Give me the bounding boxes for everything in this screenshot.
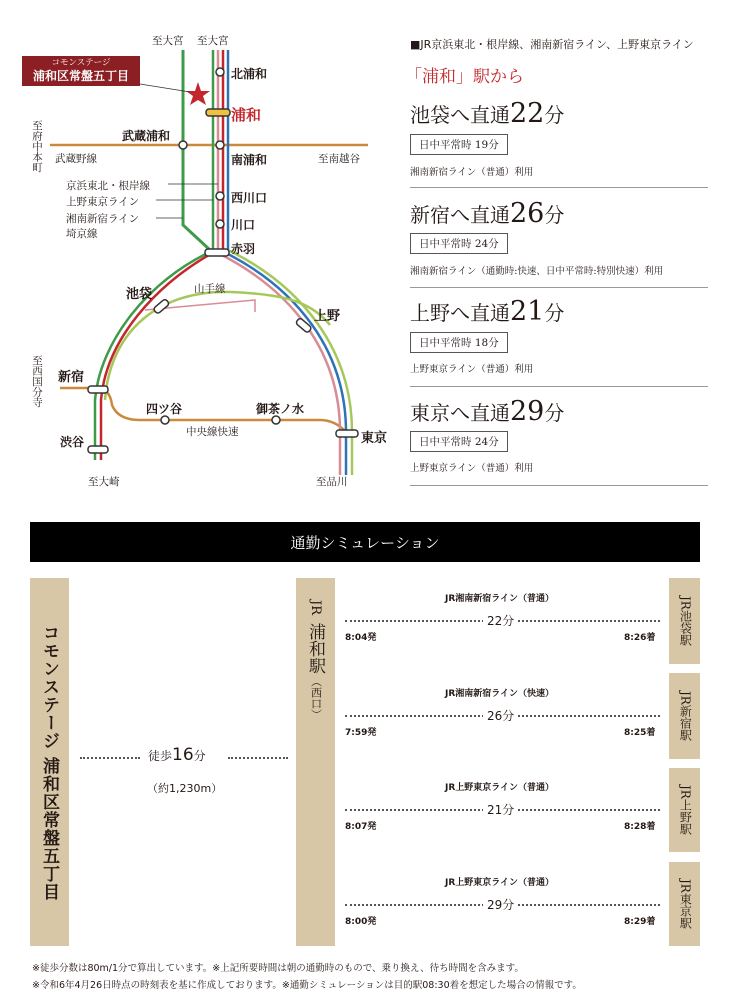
route-minutes: 22	[510, 98, 545, 129]
trip-minutes: 21分	[483, 801, 518, 818]
route-minutes: 21	[510, 296, 545, 327]
station-shinjuku: 新宿	[58, 370, 85, 385]
trip-depart: 8:07発	[345, 822, 377, 832]
station-urawa: 浦和	[231, 106, 262, 124]
direction-omiya-1: 至大宮	[152, 35, 184, 47]
station-kawaguchi: 川口	[231, 218, 256, 232]
home-name: コモンステージ 浦和区常盤五丁目	[39, 623, 59, 901]
trip-dest	[669, 578, 700, 664]
route-unit: 分	[544, 103, 565, 127]
route-daytime-box: 日中平常時 24分	[410, 233, 508, 254]
route-note: 湘南新宿ライン（通勤時:快速、日中平常時:特別快速）利用	[410, 266, 664, 277]
walk-unit: 分	[193, 749, 206, 763]
trip-depart: 8:00発	[345, 917, 377, 927]
property-badge-line1: コモンステージ	[51, 58, 111, 68]
trip-line: JR湘南新宿ライン（普通）	[445, 594, 555, 604]
route-note: 湘南新宿ライン（普通）利用	[410, 167, 534, 178]
trip-line: JR湘南新宿ライン（快速）	[445, 689, 555, 699]
trip-depart: 8:04発	[345, 633, 377, 643]
home-panel	[30, 578, 69, 946]
direction-shinagawa: 至品川	[316, 476, 348, 488]
property-star-icon	[186, 82, 210, 105]
origin-line: JR	[308, 600, 323, 615]
line-keihin-label: 京浜東北・根岸線	[66, 180, 150, 192]
route-divider	[410, 187, 708, 188]
trip-arrive: 8:26着	[624, 633, 656, 643]
station-kitaurawa: 北浦和	[231, 67, 268, 81]
direction-fuchu: 至府中本町	[31, 120, 43, 173]
direction-nishikokubunji: 至西国分寺	[31, 355, 43, 408]
station-dots	[161, 68, 280, 424]
origin-station: 浦和駅	[305, 623, 325, 674]
station-ueno: 上野	[314, 309, 341, 324]
station-musashiurawa: 武蔵浦和	[122, 129, 171, 143]
footnote-1: ※徒歩分数は80m/1分で算出しています。※上記所要時間は朝の通勤時のもので、乗り換え、待ち時間を含みます。	[32, 963, 524, 974]
walk-time	[148, 745, 206, 765]
station-shibuya: 渋谷	[60, 435, 85, 449]
line-chuo-label: 中央線快速	[186, 426, 239, 438]
walk-dots-left	[80, 757, 140, 759]
routes-from: 「浦和」駅から	[405, 67, 524, 87]
walk-dots-right	[228, 757, 288, 759]
station-tokyo: 東京	[361, 431, 388, 446]
route-dest: 東京へ直通	[410, 401, 510, 425]
line-yamanote-label: 山手線	[194, 283, 226, 295]
station-yotsuya: 四ツ谷	[146, 402, 183, 416]
route-unit: 分	[544, 203, 565, 227]
trip-line: JR上野東京ライン（普通）	[445, 878, 555, 888]
origin-exit: （西口）	[309, 676, 323, 720]
station-ikebukuro: 池袋	[126, 287, 153, 302]
route-note: 上野東京ライン（普通）利用	[410, 463, 534, 474]
trip-dest-label: JR上野駅	[678, 785, 693, 835]
station-ochanomizu: 御茶ノ水	[256, 402, 305, 416]
trip-depart: 7:59発	[345, 728, 377, 738]
direction-minamikoshigaya: 至南越谷	[318, 153, 360, 165]
property-badge	[22, 56, 140, 86]
footnote-2: ※令和6年4月26日時点の時刻表を基に作成しております。※通勤シミュレーションは目的駅08:30着を想定した場合の情報です。	[32, 980, 582, 991]
route-dest: 新宿へ直通	[410, 203, 510, 227]
property-badge-line2: 浦和区常盤五丁目	[32, 69, 129, 83]
trip-arrive: 8:29着	[624, 917, 656, 927]
routes-header: ■JR京浜東北・根岸線、湘南新宿ライン、上野東京ライン	[410, 38, 694, 51]
line-musashino-label: 武蔵野線	[55, 153, 97, 165]
route-divider	[410, 386, 708, 387]
trip-arrive: 8:28着	[624, 822, 656, 832]
trip-minutes: 22分	[483, 612, 518, 629]
route-divider	[410, 485, 708, 486]
station-nishikawaguchi: 西川口	[231, 191, 268, 205]
station-minamiurawa: 南浦和	[231, 153, 268, 167]
walk-minutes: 16	[172, 745, 194, 765]
line-uenotokyo-label: 上野東京ライン	[66, 196, 140, 208]
route-minutes: 29	[510, 396, 545, 427]
route-daytime-box: 日中平常時 19分	[410, 134, 508, 155]
trip-dest	[669, 862, 700, 946]
route-daytime-box: 日中平常時 24分	[410, 431, 508, 452]
direction-omiya-2: 至大宮	[197, 35, 229, 47]
route-minutes: 26	[510, 198, 545, 229]
trip-dest-label: JR東京駅	[678, 879, 693, 929]
station-akabane: 赤羽	[231, 242, 256, 256]
route-divider	[410, 287, 708, 288]
route-unit: 分	[544, 401, 565, 425]
line-saikyo-label: 埼京線	[66, 228, 98, 240]
route-unit: 分	[544, 301, 565, 325]
walk-label: 徒歩	[148, 749, 173, 763]
walk-distance: （約1,230m）	[147, 782, 223, 795]
route-note: 上野東京ライン（普通）利用	[410, 364, 534, 375]
simulation-title: 通勤シミュレーション	[30, 522, 700, 562]
route-dest: 上野へ直通	[410, 301, 510, 325]
trip-minutes: 29分	[483, 896, 518, 913]
route-dest: 池袋へ直通	[410, 103, 510, 127]
direction-osaki: 至大崎	[88, 476, 120, 488]
trip-dest-label: JR池袋駅	[678, 596, 693, 646]
trip-dest	[669, 768, 700, 852]
origin-panel	[296, 578, 335, 946]
trip-dest-label: JR新宿駅	[678, 691, 693, 741]
trip-arrive: 8:25着	[624, 728, 656, 738]
trip-line: JR上野東京ライン（普通）	[445, 783, 555, 793]
trip-dest	[669, 673, 700, 759]
route-daytime-box: 日中平常時 18分	[410, 332, 508, 353]
trip-minutes: 26分	[483, 707, 518, 724]
line-shonan-label: 湘南新宿ライン	[66, 213, 140, 225]
